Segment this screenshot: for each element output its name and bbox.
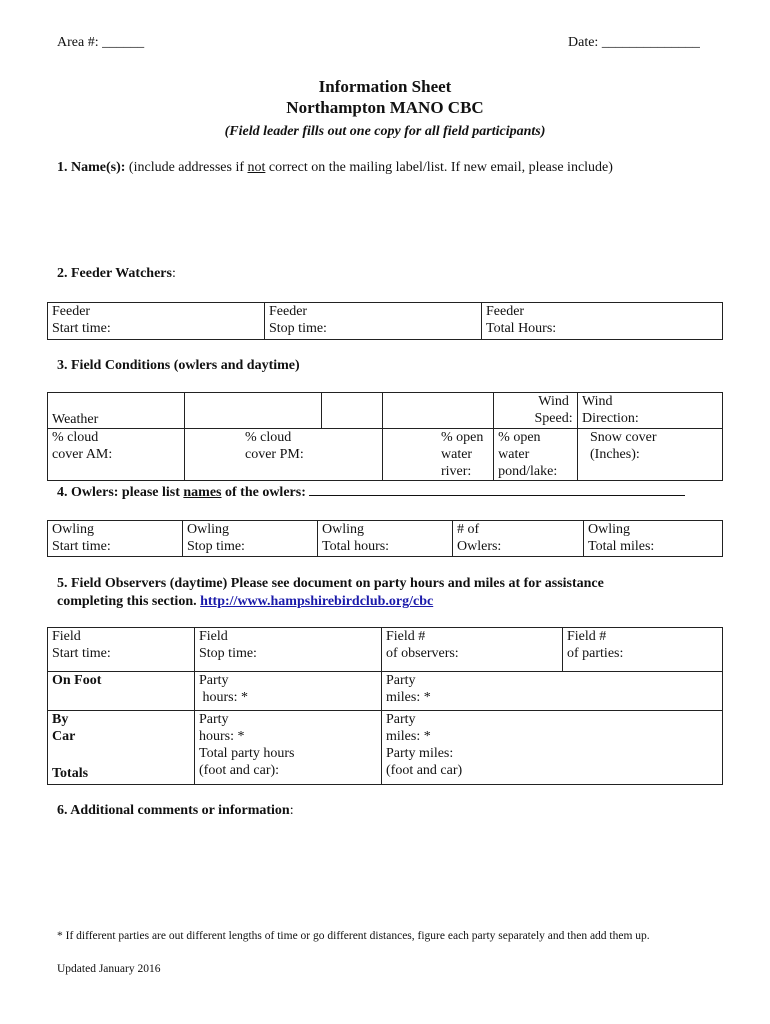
wind-direction-cell[interactable]: Wind Direction: xyxy=(578,393,723,429)
document-subtitle-name: Northampton MANO CBC xyxy=(286,98,484,117)
feeder-stop-cell[interactable]: Feeder Stop time: xyxy=(265,303,482,340)
section-2-heading xyxy=(57,266,176,282)
section-4-title-b: of the owlers: xyxy=(225,485,306,500)
feeder-total-cell[interactable]: Feeder Total Hours: xyxy=(482,303,723,340)
snow-cover-cell[interactable]: Snow cover (Inches): xyxy=(578,429,723,481)
date-label: Date: xyxy=(568,35,599,50)
date-field xyxy=(568,35,700,51)
by-car-and-totals-label: By Car Totals xyxy=(48,711,195,785)
weather-input-1[interactable] xyxy=(185,393,322,429)
section-4-title-a: 4. Owlers: please list xyxy=(57,485,180,500)
field-conditions-table xyxy=(47,392,723,481)
section-4-title-names: names xyxy=(183,485,222,500)
wind-speed-cell[interactable]: Wind Speed: xyxy=(494,393,578,429)
section-1-names xyxy=(57,160,613,176)
on-foot-hours-cell[interactable]: Party hours: * xyxy=(195,672,382,711)
section-1-text-a: (include addresses if xyxy=(128,160,244,175)
section-2-title: 2. Feeder Watchers xyxy=(57,266,172,281)
section-1-text-b: correct on the mailing label/list. If new email, please include) xyxy=(268,160,613,175)
area-field xyxy=(57,35,144,51)
field-observers-cell[interactable]: Field # of observers: xyxy=(382,628,563,672)
total-miles-label: Party miles: xyxy=(386,746,454,761)
section-4-heading xyxy=(57,485,685,501)
weather-label-cell: Weather xyxy=(48,393,185,429)
section-3-heading: 3. Field Conditions (owlers and daytime) xyxy=(57,358,300,373)
by-car-hours-cell[interactable]: Party hours: * Total party hours (foot and car): xyxy=(195,711,382,785)
updated-date: Updated January 2016 xyxy=(57,963,161,975)
section-1-text-not: not xyxy=(247,160,266,175)
section-1-heading: 1. Name(s): xyxy=(57,160,126,175)
totals-label: Totals xyxy=(52,766,89,781)
document-instructions: (Field leader fills out one copy for all field participants) xyxy=(224,124,546,139)
section-5-heading xyxy=(57,575,604,611)
weather-input-3[interactable] xyxy=(383,393,494,429)
owler-names-blank[interactable] xyxy=(309,495,685,496)
owling-hours-cell[interactable]: Owling Total hours: xyxy=(318,521,453,557)
open-water-pond-cell[interactable]: % open water pond/lake: xyxy=(494,429,578,481)
section-6-title: 6. Additional comments or information xyxy=(57,803,290,818)
field-parties-cell[interactable]: Field # of parties: xyxy=(563,628,723,672)
owling-start-cell[interactable]: Owling Start time: xyxy=(48,521,183,557)
document-title: Information Sheet xyxy=(318,77,452,96)
date-blank[interactable]: ______________ xyxy=(601,35,700,50)
hampshire-bird-club-link[interactable]: http://www.hampshirebirdclub.org/cbc xyxy=(200,594,434,609)
area-label: Area #: xyxy=(57,35,99,50)
by-car-miles-cell[interactable]: Party miles: * Party miles: (foot and car) xyxy=(382,711,723,785)
owlers-table xyxy=(47,520,723,557)
total-hours-label: Total party hours xyxy=(199,746,295,761)
section-6-colon: : xyxy=(289,803,294,818)
cloud-am-cell[interactable]: % cloud cover AM: xyxy=(48,429,185,481)
field-stop-cell[interactable]: Field Stop time: xyxy=(195,628,382,672)
area-blank[interactable]: ______ xyxy=(102,35,145,50)
owling-miles-cell[interactable]: Owling Total miles: xyxy=(584,521,723,557)
field-observers-table xyxy=(47,627,723,785)
on-foot-label: On Foot xyxy=(48,672,195,711)
section-2-colon: : xyxy=(171,266,176,281)
owling-stop-cell[interactable]: Owling Stop time: xyxy=(183,521,318,557)
owlers-count-cell[interactable]: # of Owlers: xyxy=(453,521,584,557)
field-start-cell[interactable]: Field Start time: xyxy=(48,628,195,672)
weather-input-2[interactable] xyxy=(322,393,383,429)
section-6-heading xyxy=(57,803,294,819)
on-foot-miles-cell[interactable]: Party miles: * xyxy=(382,672,723,711)
feeder-start-cell[interactable]: Feeder Start time: xyxy=(48,303,265,340)
feeder-table xyxy=(47,302,723,340)
cloud-pm-cell[interactable]: % cloud cover PM: xyxy=(185,429,383,481)
section-5-title-line1: 5. Field Observers (daytime) Please see document on party hours and miles at for assistance xyxy=(57,576,604,591)
section-5-title-line2: completing this section. xyxy=(57,594,197,609)
open-water-river-cell[interactable]: % open water river: xyxy=(383,429,494,481)
footnote: * If different parties are out different lengths of time or go different distances, figure each party separately and then add them up. xyxy=(57,930,650,942)
